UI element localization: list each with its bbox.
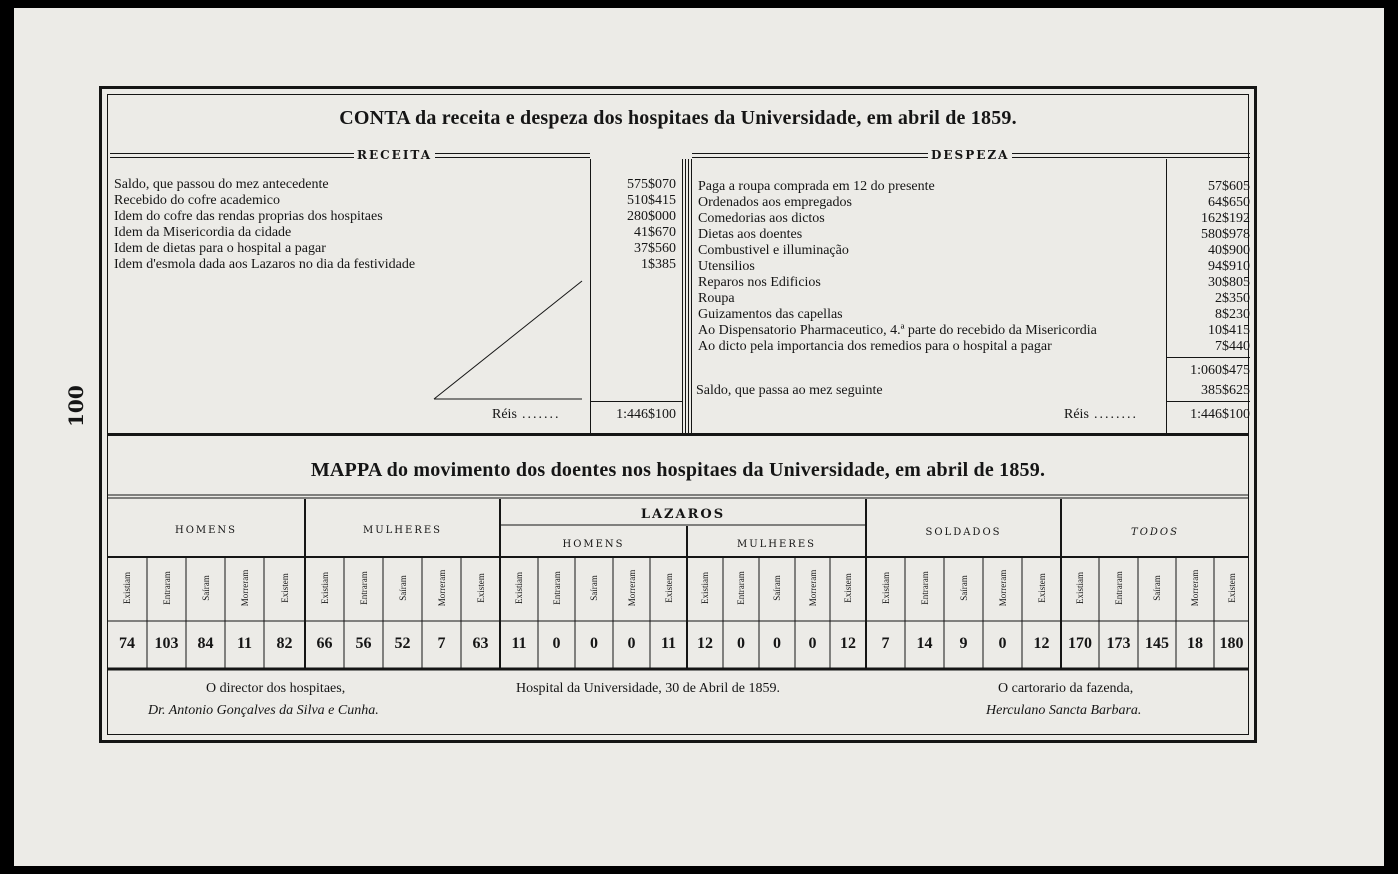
despeza-amount: 40$900 bbox=[1208, 243, 1250, 258]
despeza-amount: 7$440 bbox=[1215, 339, 1250, 354]
column-label: Morreram bbox=[436, 569, 447, 607]
group-mulheres: MULHERES bbox=[362, 525, 442, 536]
place-date: Hospital da Universidade, 30 de Abril de 1859. bbox=[516, 681, 781, 696]
cell-value: 12 bbox=[1033, 635, 1050, 652]
receita-amount: 280$000 bbox=[627, 209, 676, 224]
column-label: Saíram bbox=[772, 575, 782, 601]
mappa-title: MAPPA do movimento dos doentes nos hospitaes da Universidade, em abril de 1859. bbox=[310, 459, 1046, 481]
cell-value: 66 bbox=[316, 635, 333, 652]
group-lazaros-homens: HOMENS bbox=[562, 539, 625, 550]
column-label: Existiam bbox=[514, 572, 524, 604]
despeza-amount: 162$192 bbox=[1201, 211, 1250, 226]
section-separator bbox=[107, 433, 1249, 436]
conta-title: CONTA da receita e despeza dos hospitaes da Universidade, em abril de 1859. bbox=[339, 107, 1017, 129]
receita-amount: 510$415 bbox=[627, 193, 676, 208]
group-lazaros: LAZAROS bbox=[640, 507, 726, 522]
cell-value: 0 bbox=[590, 635, 598, 652]
cell-value: 18 bbox=[1187, 635, 1203, 652]
column-label: Existem bbox=[279, 573, 290, 603]
page-number: 100 bbox=[64, 385, 88, 427]
cell-value: 56 bbox=[355, 635, 372, 652]
receita-heading: RECEITA bbox=[354, 149, 435, 161]
despeza-amount-rule bbox=[1166, 159, 1167, 435]
column-label: Existiam bbox=[122, 572, 132, 604]
column-label: Existem bbox=[475, 573, 486, 603]
cell-value: 103 bbox=[154, 635, 179, 652]
cell-value: 11 bbox=[511, 635, 527, 652]
column-label: Morreram bbox=[1190, 569, 1200, 607]
despeza-amount: 94$910 bbox=[1208, 259, 1250, 274]
column-label: Morreram bbox=[997, 569, 1008, 607]
receita-despeza-divider-2 bbox=[688, 159, 692, 435]
despeza-amount: 2$350 bbox=[1215, 291, 1250, 306]
cell-value: 7 bbox=[881, 635, 890, 652]
cell-value: 173 bbox=[1106, 635, 1131, 652]
group-homens: HOMENS bbox=[174, 525, 238, 536]
column-label: Existiam bbox=[880, 572, 891, 604]
cell-value: 84 bbox=[197, 635, 214, 652]
column-label: Existem bbox=[1226, 573, 1237, 603]
despeza-amount: 10$415 bbox=[1208, 323, 1250, 338]
column-label: Existiam bbox=[319, 572, 330, 604]
group-lazaros-mulheres: MULHERES bbox=[736, 539, 816, 550]
cell-value: 170 bbox=[1068, 635, 1092, 652]
receita-despeza-divider bbox=[682, 159, 686, 435]
column-label: Morreram bbox=[626, 569, 637, 607]
receita-amount: 575$070 bbox=[627, 177, 676, 192]
cell-value: 0 bbox=[737, 635, 745, 652]
document-frame: CONTA da receita e despeza dos hospitaes da Universidade, em abril de 1859. RECEITA DESPEZA Saldo, que passou do mez antecedente 575$070 Recebido do cofre academico 510$415 Idem do cofre das rendas proprias dos hospitaes 280$000 Idem da Misericordia da cidade 41$670 Idem de dietas para o hospital a pagar 37$560 Idem d'esmola dada aos Lazaros no dia da festividade 1$385 Réis ....... 1:446$100 Paga a roupa comprada em 12 do presente 57$605 Ordenados aos empregados 64$650 Comedorias aos dictos 162$192 Dietas aos doentes 580$978 Combustivel e illuminação 40$900 Utensilios 94$910 Reparos nos Edificios 30$805 Roupa 2$350 Guizamentos das capellas 8$230 Ao Dispensatorio Pharmaceutico, 4.ª parte do recebido da Misericordia 10$415 Ao dicto pela importancia dos remedios para o hospital a pagar 7$440 1:060$475 Saldo, que passa ao mez seguinte 385$625 Réis ........ 1:446$100 MAPPA do movimento dos doentes nos hospitaes da Universidade, em abril de 1859. HOMENS MULHERES LAZAROS HOMENS MULHERES SOLDADOS TODOS Existiam 74 Entraram 103 Saíram 84 Morreram 11 Existem 82 Existiam 66 Entraram 56 Saíram 52 Morreram 7 Existem 63 Existiam 11 Entraram 0 Saíram 0 Morreram 0 Existem 11 Existiam 12 Entraram 0 Saíram 0 Morreram 0 Existem 12 Existiam 7 Entraram 14 Saíram 9 Morreram 0 Existem 12 Existiam 170 Entraram 173 Saíram 145 Morreram 18 Existem 180 O director dos hospitaes, Dr. Antonio Gonçalves da Silva e Cunha. Hospital da Universidade, 30 de Abril de 1859. O cartorario da fazenda, Herculano Sancta Barbara. bbox=[99, 86, 1257, 743]
cell-value: 0 bbox=[808, 635, 817, 652]
cell-value: 0 bbox=[552, 635, 561, 652]
receita-total: 1:446$100 bbox=[616, 407, 676, 422]
column-label: Entraram bbox=[161, 571, 172, 605]
blank-space-diagonal bbox=[422, 275, 592, 405]
column-label: Saíram bbox=[1152, 575, 1162, 601]
cell-value: 12 bbox=[697, 635, 713, 652]
cell-value: 11 bbox=[660, 635, 677, 652]
column-label: Saíram bbox=[958, 575, 969, 601]
cartorario-name: Herculano Sancta Barbara. bbox=[986, 703, 1142, 718]
receita-rule-top bbox=[110, 153, 590, 154]
column-label: Existem bbox=[1036, 573, 1047, 603]
column-label: Morreram bbox=[239, 569, 250, 607]
cell-value: 12 bbox=[840, 635, 856, 652]
despeza-amount: 580$978 bbox=[1201, 227, 1250, 242]
column-label: Saíram bbox=[397, 575, 408, 601]
cell-value: 82 bbox=[276, 635, 293, 652]
column-label: Entraram bbox=[1113, 571, 1124, 605]
column-label: Entraram bbox=[551, 571, 562, 605]
receita-amount: 37$560 bbox=[634, 241, 676, 256]
despeza-amount: 57$605 bbox=[1208, 179, 1250, 194]
column-label: Existiam bbox=[1075, 572, 1085, 604]
column-label: Saíram bbox=[200, 575, 211, 601]
cartorario-title: O cartorario da fazenda, bbox=[998, 681, 1134, 696]
despeza-amount: 64$650 bbox=[1208, 195, 1250, 210]
cell-value: 180 bbox=[1219, 635, 1244, 652]
column-label: Entraram bbox=[358, 571, 369, 605]
column-label: Entraram bbox=[736, 571, 746, 605]
despeza-amount: 30$805 bbox=[1208, 275, 1250, 290]
despeza-total: 1:446$100 bbox=[1190, 407, 1250, 422]
despeza-subtotal: 1:060$475 bbox=[1190, 363, 1250, 378]
cell-value: 9 bbox=[959, 635, 968, 652]
cell-value: 0 bbox=[773, 635, 781, 652]
receita-rule-bottom bbox=[110, 157, 590, 158]
cell-value: 0 bbox=[998, 635, 1007, 652]
column-label: Morreram bbox=[807, 569, 818, 607]
director-title: O director dos hospitaes, bbox=[206, 681, 346, 696]
column-label: Existiam bbox=[700, 572, 710, 604]
despeza-heading: DESPEZA bbox=[928, 149, 1012, 161]
despeza-total-rule bbox=[1166, 401, 1250, 402]
cell-value: 11 bbox=[236, 635, 253, 652]
receita-amount: 1$385 bbox=[641, 257, 676, 272]
despeza-amount: 8$230 bbox=[1215, 307, 1250, 322]
receita-amount: 41$670 bbox=[634, 225, 676, 240]
cell-value: 0 bbox=[627, 635, 636, 652]
cell-value: 52 bbox=[394, 635, 411, 652]
cell-value: 7 bbox=[437, 635, 446, 652]
cell-value: 74 bbox=[119, 635, 135, 652]
cell-value: 14 bbox=[916, 635, 933, 652]
column-label: Existem bbox=[843, 573, 853, 603]
cell-value: 63 bbox=[472, 635, 489, 652]
group-soldados: SOLDADOS bbox=[925, 527, 1002, 538]
column-label: Existem bbox=[663, 573, 674, 603]
director-name: Dr. Antonio Gonçalves da Silva e Cunha. bbox=[148, 703, 379, 718]
cell-value: 145 bbox=[1145, 635, 1169, 652]
column-label: Entraram bbox=[919, 571, 930, 605]
receita-total-rule bbox=[590, 401, 682, 402]
saldo-amount: 385$625 bbox=[1201, 383, 1250, 398]
group-todos: TODOS bbox=[1131, 527, 1179, 538]
despeza-subtotal-rule bbox=[1166, 357, 1250, 358]
column-label: Saíram bbox=[589, 575, 599, 601]
